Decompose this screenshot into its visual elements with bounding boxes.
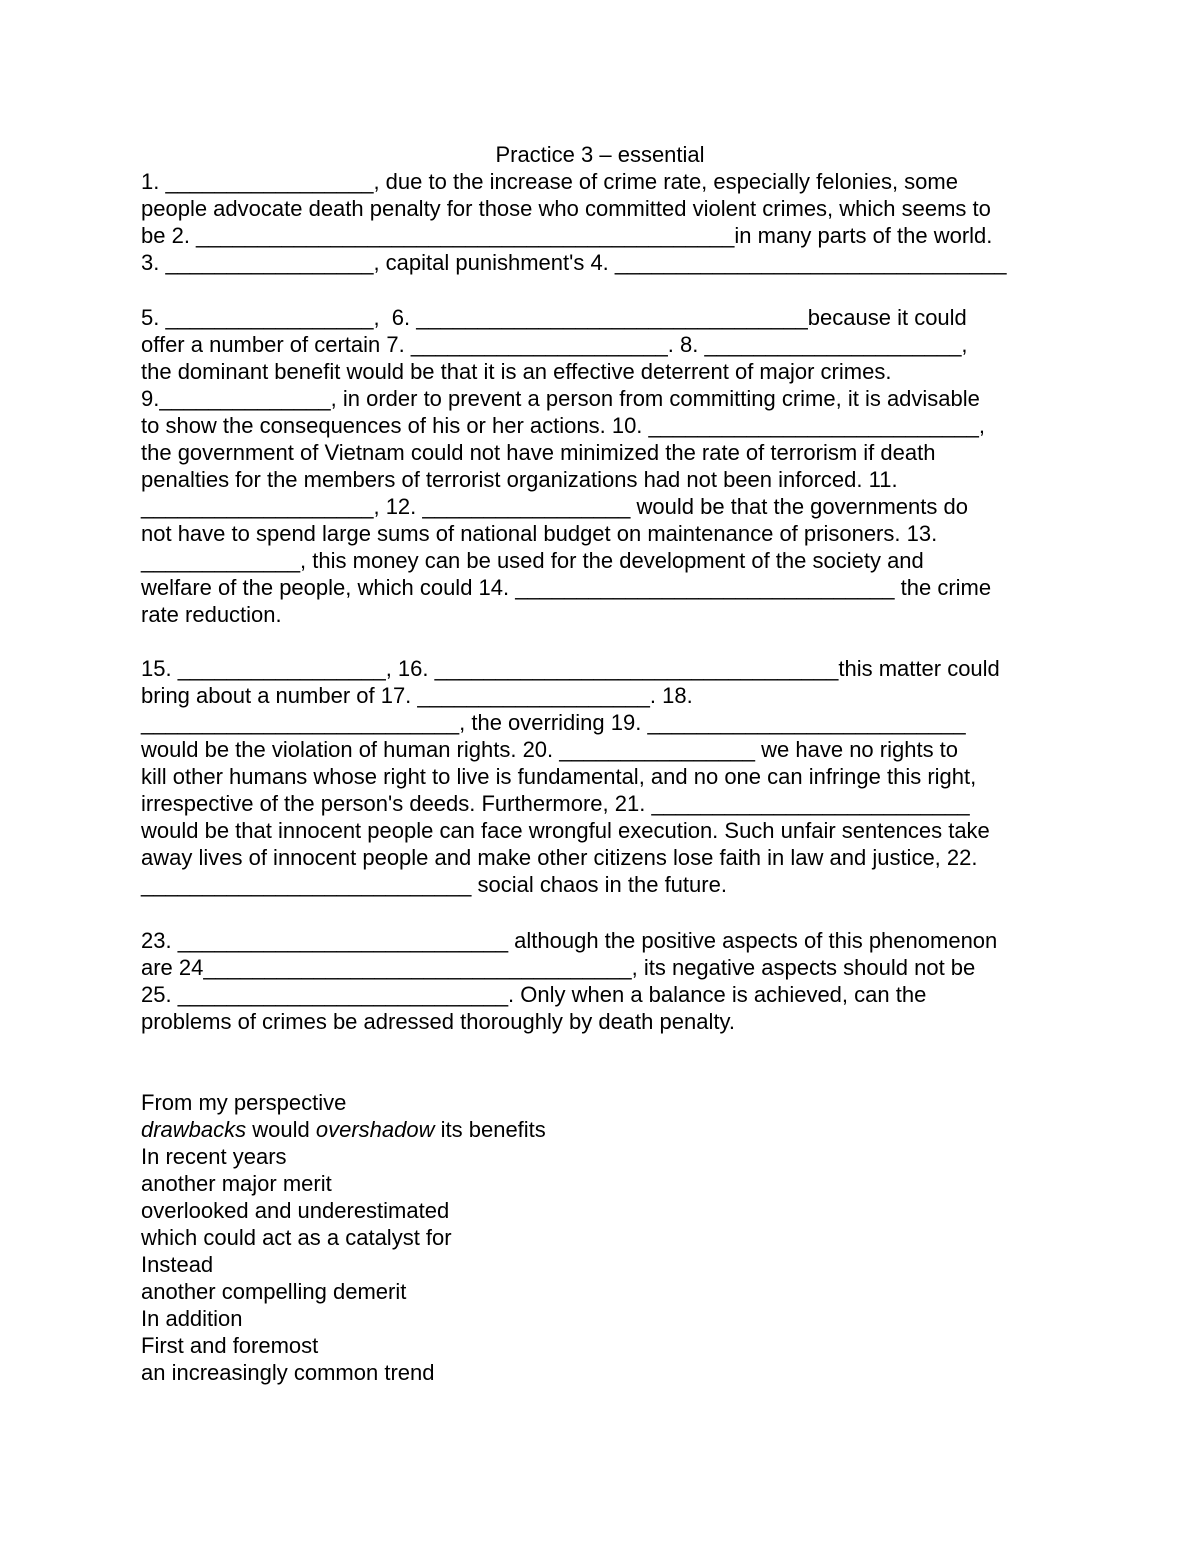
word-bank-item: From my perspective bbox=[141, 1090, 347, 1115]
paragraph-line: to show the consequences of his or her actions. 10. ___________________________, bbox=[141, 413, 985, 438]
word-bank-item: an increasingly common trend bbox=[141, 1360, 435, 1385]
document-title: Practice 3 – essential bbox=[495, 142, 705, 167]
paragraph-line: 3. _________________, capital punishment's 4. ________________________________ bbox=[141, 250, 1007, 275]
paragraph-line: 25. ___________________________. Only when a balance is achieved, can the bbox=[141, 982, 927, 1007]
word-bank-italic: overshadow bbox=[315, 1117, 435, 1142]
paragraph-line: people advocate death penalty for those who committed violent crimes, which seems to bbox=[141, 196, 991, 221]
paragraph-line: the government of Vietnam could not have minimized the rate of terrorism if death bbox=[141, 440, 936, 465]
word-bank-item: In recent years bbox=[141, 1144, 287, 1169]
paragraph-line: not have to spend large sums of national budget on maintenance of prisoners. 13. bbox=[141, 521, 938, 546]
paragraph-line: kill other humans whose right to live is fundamental, and no one can infringe this right, bbox=[141, 764, 977, 789]
paragraph-line: are 24___________________________________, its negative aspects should not be bbox=[141, 955, 976, 980]
paragraph-line: penalties for the members of terrorist organizations had not been inforced. 11. bbox=[141, 467, 898, 492]
paragraph-line: 9.______________, in order to prevent a person from committing crime, it is advisable bbox=[141, 386, 980, 411]
paragraph-line: rate reduction. bbox=[141, 602, 282, 627]
paragraph-4 bbox=[141, 927, 1071, 1035]
paragraph-line: offer a number of certain 7. _____________________. 8. _____________________, bbox=[141, 332, 968, 357]
word-bank-item bbox=[141, 1116, 1071, 1143]
paragraph-line: bring about a number of 17. ___________________. 18. bbox=[141, 683, 693, 708]
paragraph-line: 5. _________________, 6. ________________________________because it could bbox=[141, 305, 967, 330]
paragraph-1 bbox=[141, 168, 1071, 276]
paragraph-line: be 2. ____________________________________________in many parts of the world. bbox=[141, 223, 993, 248]
paragraph-line: ___________________, 12. _________________ would be that the governments do bbox=[141, 494, 968, 519]
word-bank-text: its benefits bbox=[434, 1117, 546, 1142]
word-bank bbox=[141, 1089, 1071, 1386]
paragraph-line: 1. _________________, due to the increase of crime rate, especially felonies, some bbox=[141, 169, 958, 194]
paragraph-line: welfare of the people, which could 14. _______________________________ the crime bbox=[141, 575, 992, 600]
word-bank-item: In addition bbox=[141, 1306, 243, 1331]
paragraph-line: the dominant benefit would be that it is an effective deterrent of major crimes. bbox=[141, 359, 892, 384]
paragraph-line: would be the violation of human rights. 20. ________________ we have no rights to bbox=[141, 737, 959, 762]
paragraph-line: _____________, this money can be used for the development of the society and bbox=[141, 548, 924, 573]
word-bank-item: First and foremost bbox=[141, 1333, 319, 1358]
paragraph-line: 23. ___________________________ although the positive aspects of this phenomenon bbox=[141, 928, 998, 953]
paragraph-line: ___________________________ social chaos in the future. bbox=[141, 872, 727, 897]
paragraph-line: problems of crimes be adressed thoroughly by death penalty. bbox=[141, 1009, 735, 1034]
paragraph-line: 15. _________________, 16. _________________________________this matter could bbox=[141, 656, 1000, 681]
word-bank-text: would bbox=[246, 1117, 316, 1142]
paragraph-line: would be that innocent people can face wrongful execution. Such unfair sentences take bbox=[141, 818, 990, 843]
word-bank-item: Instead bbox=[141, 1252, 214, 1277]
word-bank-italic: drawbacks bbox=[141, 1117, 247, 1142]
paragraph-line: __________________________, the overriding 19. __________________________ bbox=[141, 710, 966, 735]
paragraph-line: away lives of innocent people and make other citizens lose faith in law and justice, 22. bbox=[141, 845, 978, 870]
word-bank-item: another major merit bbox=[141, 1171, 332, 1196]
paragraph-line: irrespective of the person's deeds. Furthermore, 21. __________________________ bbox=[141, 791, 970, 816]
word-bank-item: overlooked and underestimated bbox=[141, 1198, 450, 1223]
paragraph-2 bbox=[141, 304, 1071, 628]
word-bank-item: another compelling demerit bbox=[141, 1279, 407, 1304]
paragraph-3 bbox=[141, 655, 1071, 898]
word-bank-item: which could act as a catalyst for bbox=[141, 1225, 452, 1250]
